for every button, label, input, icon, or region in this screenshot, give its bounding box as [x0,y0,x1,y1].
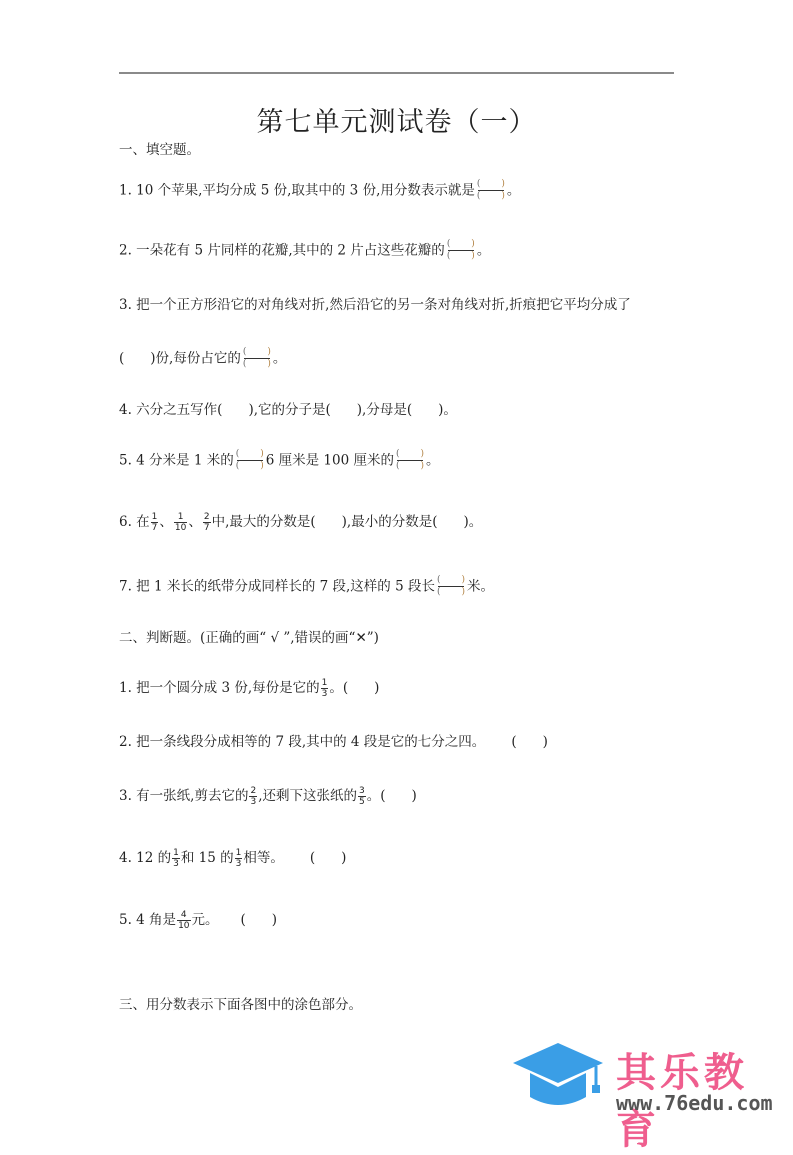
header-rule [119,72,674,74]
fraction: $\frac{3}{5}$ [359,786,365,807]
question-1-6: 6. 在 $\frac{1}{7}$ 、 $\frac{1}{10}$ 、 $\frac{2}{7}$ 中,最大的分数是( ),最小的分数是( )。 [119,512,483,533]
fraction: $\frac{2}{7}$ [203,512,210,533]
fraction: $\frac{1}{3}$ [321,678,328,699]
fraction: $\frac{1}{3}$ [235,848,242,869]
question-2-4: 4. 12 的 $\frac{1}{3}$ 和 15 的 $\frac{1}{3}$ 相等。 ( ) [119,848,347,869]
brand-url: www.76edu.com [616,1091,773,1115]
fraction: $\frac{1}{7}$ [151,512,158,533]
section-heading-fill-blank: 一、填空题。 [119,142,200,158]
question-1-5: 5. 4 分米是 1 米的 ( ) ( ) 6 厘米是 100 厘米的 ( ) ( ) 。 [119,449,440,471]
fraction: $\frac{1}{10}$ [174,512,187,533]
question-2-2: 2. 把一条线段分成相等的 7 段,其中的 4 段是它的七分之四。 ( ) [119,734,548,750]
page-title: 第七单元测试卷（一） [256,107,537,138]
question-2-5: 5. 4 角是 $\frac{4}{10}$ 元。 ( ) [119,910,278,931]
fraction-answer-blank[interactable]: ( ) ( ) [235,449,264,471]
fraction-answer-blank[interactable]: ( ) ( ) [395,449,424,471]
question-1-3-line2: ( )份,每份占它的 ( ) ( ) 。 [119,347,287,369]
fraction-answer-blank[interactable]: ( ) ( ) [242,347,271,369]
section-heading-true-false: 二、判断题。(正确的画“ √ ”,错误的画“✕”) [119,630,379,646]
question-1-2: 2. 一朵花有 5 片同样的花瓣,其中的 2 片占这些花瓣的 ( ) ( ) 。 [119,239,491,261]
question-1-3-line1: 3. 把一个正方形沿它的对角线对折,然后沿它的另一条对角线对折,折痕把它平均分成了 [119,297,631,313]
question-2-1: 1. 把一个圆分成 3 份,每份是它的 $\frac{1}{3}$ 。( ) [119,678,380,699]
fraction: $\frac{1}{3}$ [173,848,179,869]
fraction: $\frac{2}{3}$ [250,786,257,807]
question-1-1: 1. 10 个苹果,平均分成 5 份,取其中的 3 份,用分数表示就是 ( ) ( ) 。 [119,179,521,201]
graduation-cap-icon [508,1035,608,1115]
fraction-answer-blank[interactable]: ( ) ( ) [446,239,475,261]
fraction: $\frac{4}{10}$ [178,910,190,931]
brand-logo [508,1035,788,1153]
fraction-answer-blank[interactable]: ( ) ( ) [476,179,505,201]
question-2-3: 3. 有一张纸,剪去它的 $\frac{2}{3}$ ,还剩下这张纸的 $\frac{3}{5}$ 。( ) [119,786,417,807]
fraction-answer-blank[interactable]: ( ) ( ) [436,575,465,597]
question-1-4: 4. 六分之五写作( ),它的分子是( ),分母是( )。 [119,402,457,418]
brand-name: 其乐教育 [616,1050,748,1153]
question-1-7: 7. 把 1 米长的纸带分成同样长的 7 段,这样的 5 段长 ( ) ( ) 米。 [119,575,494,597]
section-heading-shaded-fractions: 三、用分数表示下面各图中的涂色部分。 [119,997,362,1013]
